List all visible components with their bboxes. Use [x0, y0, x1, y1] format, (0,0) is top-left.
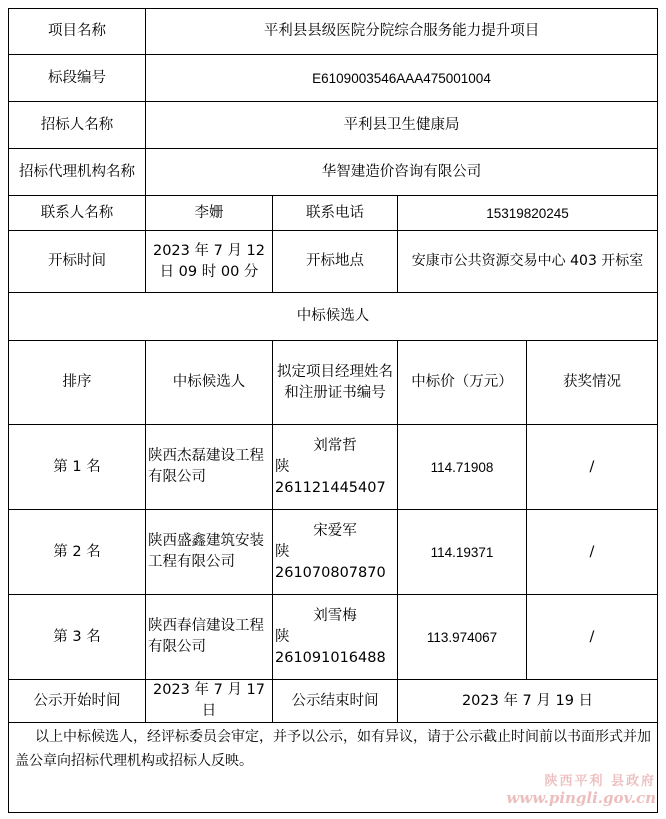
candidate-manager-cell: [273, 510, 398, 595]
open-place-value: 安康市公共资源交易中心 403 开标室: [398, 231, 658, 293]
watermark-url: www.pingli.gov.cn: [506, 789, 656, 807]
candidate-price: 114.19371: [398, 510, 527, 595]
candidate-award: /: [527, 510, 658, 595]
manager-cert: 陕 261070807870: [275, 543, 386, 581]
candidate-company: 陕西盛鑫建筑安装工程有限公司: [146, 510, 273, 595]
candidate-award: /: [527, 425, 658, 510]
table-row: [9, 9, 658, 55]
candidate-company: 陕西春信建设工程有限公司: [146, 595, 273, 680]
candidate-manager-cell: [273, 595, 398, 680]
table-row: [9, 510, 658, 595]
watermark-text: 陕西平利 县政府: [544, 774, 656, 789]
column-header: 排序: [9, 341, 146, 425]
column-header: 获奖情况: [527, 341, 658, 425]
open-time-label: 开标时间: [9, 231, 146, 293]
table-header-row: [9, 341, 658, 425]
section-number-value: E6109003546AAA475001004: [146, 55, 658, 102]
bid-result-table: [8, 8, 658, 813]
table-row: [9, 102, 658, 149]
table-row: [9, 293, 658, 341]
tenderer-label: 招标人名称: [9, 102, 146, 149]
candidate-price: 113.974067: [398, 595, 527, 680]
table-row: [9, 425, 658, 510]
section-number-label: 标段编号: [9, 55, 146, 102]
publicity-end-value: 2023 年 7 月 19 日: [398, 680, 658, 723]
manager-name: 刘雪梅: [313, 607, 357, 624]
table-row: [9, 723, 658, 813]
manager-cert: 陕 261121445407: [275, 458, 386, 496]
manager-name: 宋爱军: [313, 522, 357, 539]
candidate-award: /: [527, 595, 658, 680]
candidate-company: 陕西杰磊建设工程有限公司: [146, 425, 273, 510]
column-header: 中标候选人: [146, 341, 273, 425]
table-row: [9, 149, 658, 196]
agency-value: 华智建造价咨询有限公司: [146, 149, 658, 196]
table-row: [9, 196, 658, 231]
phone-label: 联系电话: [273, 196, 398, 231]
candidate-rank: 第 3 名: [9, 595, 146, 680]
project-name-label: 项目名称: [9, 9, 146, 55]
note-cell: [9, 723, 658, 813]
candidate-rank: 第 1 名: [9, 425, 146, 510]
contact-label: 联系人名称: [9, 196, 146, 231]
note-text: 以上中标候选人，经评标委员会审定，并予以公示，如有异议，请于公示截止时间前以书面形式并加盖公章向招标代理机构或招标人反映。: [15, 729, 651, 769]
table-row: [9, 680, 658, 723]
candidate-rank: 第 2 名: [9, 510, 146, 595]
agency-label: 招标代理机构名称: [9, 149, 146, 196]
open-place-label: 开标地点: [273, 231, 398, 293]
candidate-price: 114.71908: [398, 425, 527, 510]
column-header: 中标价（万元）: [398, 341, 527, 425]
table-row: [9, 595, 658, 680]
manager-name: 刘常哲: [313, 437, 357, 454]
candidates-section-title: 中标候选人: [9, 293, 658, 341]
table-row: [9, 55, 658, 102]
manager-cert: 陕 261091016488: [275, 628, 386, 666]
phone-value: 15319820245: [398, 196, 658, 231]
table-row: [9, 231, 658, 293]
publicity-start-value: 2023 年 7 月 17 日: [146, 680, 273, 723]
open-time-value: 2023 年 7 月 12 日 09 时 00 分: [146, 231, 273, 293]
candidate-manager-cell: [273, 425, 398, 510]
column-header: 拟定项目经理姓名和注册证书编号: [273, 341, 398, 425]
project-name-value: 平利县县级医院分院综合服务能力提升项目: [146, 9, 658, 55]
contact-value: 李姗: [146, 196, 273, 231]
publicity-start-label: 公示开始时间: [9, 680, 146, 723]
tenderer-value: 平利县卫生健康局: [146, 102, 658, 149]
publicity-end-label: 公示结束时间: [273, 680, 398, 723]
